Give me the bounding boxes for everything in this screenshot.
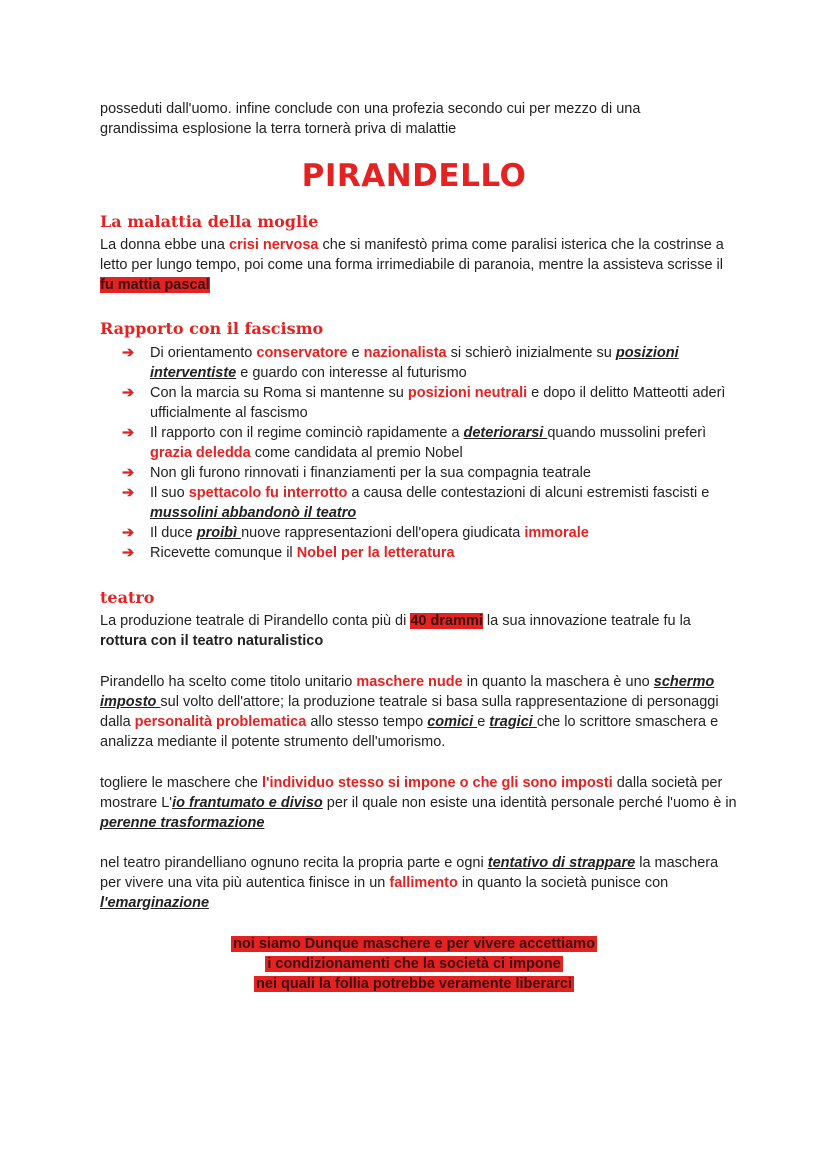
arrow-bullet-icon: ➔ [122, 345, 135, 361]
arrow-bullet-icon: ➔ [122, 465, 135, 481]
heading-malattia-moglie: La malattia della moglie [100, 212, 319, 231]
highlighted-quote [0, 934, 828, 994]
teatro-paragraph-1: La produzione teatrale di Pirandello conta più di 40 drammi la sua innovazione teatrale fu la rottura con il teatro naturalistico [100, 613, 691, 649]
malattia-paragraph: La donna ebbe una crisi nervosa che si manifestò prima come paralisi isterica che la costrinse a letto per lungo tempo, poi come una forma irrimediabile di paranoia, mentre la assisteva scrisse il fu mattia pascal [100, 237, 724, 293]
intro-line-1: posseduti dall'uomo. infine conclude con una profezia secondo cui per mezzo di una [100, 101, 641, 117]
list-item: ➔ Il suo spettacolo fu interrotto a causa delle contestazioni di alcuni estremisti fascisti e mussolini abbandonò il teatro [122, 485, 710, 521]
intro-paragraph [100, 99, 740, 139]
list-item: ➔ Di orientamento conservatore e nazionalista si schierò inizialmente su posizioni interventiste e guardo con interesse al futurismo [122, 345, 679, 381]
fascismo-bullet-list [120, 343, 740, 563]
quote-line-3: nei quali la follia potrebbe veramente liberarci [256, 976, 572, 992]
highlight-40-drammi: 40 drammi [410, 613, 483, 629]
intro-line-2: grandissima esplosione la terra tornerà priva di malattie [100, 121, 457, 137]
quote-line-2: i condizionamenti che la società ci impone [267, 956, 561, 972]
list-item: ➔ Ricevette comunque il Nobel per la letteratura [122, 545, 455, 561]
list-item: ➔ Il rapporto con il regime cominciò rapidamente a deteriorarsi quando mussolini preferì grazia deledda come candidata al premio Nobel [122, 425, 707, 461]
quote-line-1: noi siamo Dunque maschere e per vivere accettiamo [233, 936, 595, 952]
teatro-paragraph-2: Pirandello ha scelto come titolo unitario maschere nude in quanto la maschera è uno schermo imposto sul volto dell'attore; la produzione teatrale si basa sulla rappresentazione di personaggi dalla personalità problematica allo stesso tempo comici e tragici che lo scrittore smaschera e analizza mediante il potente strumento dell'umorismo. [100, 674, 719, 750]
list-item: ➔ Non gli furono rinnovati i finanziamenti per la sua compagnia teatrale [122, 465, 591, 481]
arrow-bullet-icon: ➔ [122, 425, 135, 441]
arrow-bullet-icon: ➔ [122, 525, 135, 541]
heading-rapporto-fascismo: Rapporto con il fascismo [100, 319, 324, 338]
arrow-bullet-icon: ➔ [122, 485, 135, 501]
list-item: ➔ Con la marcia su Roma si mantenne su posizioni neutrali e dopo il delitto Matteotti aderì ufficialmente al fascismo [122, 385, 726, 421]
teatro-paragraph-4: nel teatro pirandelliano ognuno recita la propria parte e ogni tentativo di strappare la maschera per vivere una vita più autentica finisce in un fallimento in quanto la società punisce con l'emarginazione [100, 855, 719, 911]
highlight-fu-mattia-pascal: fu mattia pascal [100, 277, 210, 293]
heading-teatro: teatro [100, 588, 155, 607]
page-title: PIRANDELLO [301, 158, 527, 194]
arrow-bullet-icon: ➔ [122, 385, 135, 401]
list-item: ➔ Il duce proibì nuove rappresentazioni dell'opera giudicata immorale [122, 525, 589, 541]
arrow-bullet-icon: ➔ [122, 545, 135, 561]
teatro-paragraph-3: togliere le maschere che l'individuo stesso si impone o che gli sono imposti dalla società per mostrare L'io frantumato e diviso per il quale non esiste una identità personale perché l'uomo è in perenne trasformazione [100, 775, 737, 831]
